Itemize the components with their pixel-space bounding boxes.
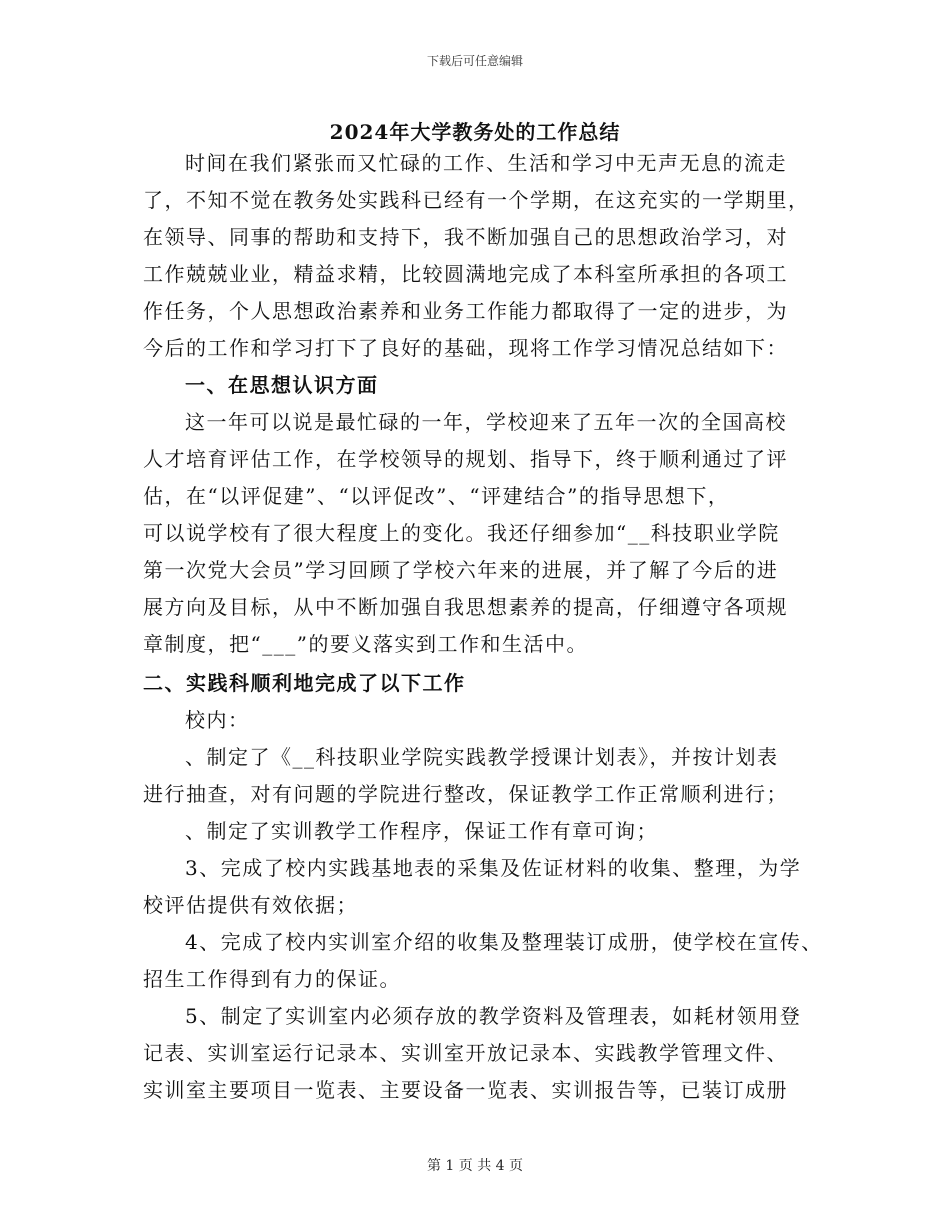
paragraph-line: 估，在“以评促建”、“以评促改”、“评建结合”的指导思想下， (143, 484, 730, 508)
paragraph-line: 招生工作得到有力的保证。 (143, 967, 401, 991)
paragraph-line: 作任务，个人思想政治素养和业务工作能力都取得了一定的进步，为 (143, 299, 788, 323)
paragraph-line: 第一次党大会员”学习回顾了学校六年来的进展，并了解了今后的进 (143, 558, 779, 582)
paragraph-line: 章制度，把“___”的要义落实到工作和生活中。 (143, 632, 588, 656)
paragraph-line: 在领导、同事的帮助和支持下，我不断加强自己的思想政治学习，对 (143, 225, 788, 249)
paragraph-line: 校评估提供有效依据； (143, 893, 358, 917)
paragraph-line: 、制定了实训教学工作程序，保证工作有章可询； (185, 819, 658, 843)
document-title: 2024年大学教务处的工作总结 (329, 120, 621, 144)
paragraph-line: 展方向及目标，从中不断加强自我思想素养的提高，仔细遵守各项规 (143, 595, 788, 619)
paragraph-line: 了，不知不觉在教务处实践科已经有一个学期，在这充实的一学期里， (143, 188, 810, 212)
paragraph-line: 人才培育评估工作，在学校领导的规划、指导下，终于顺利通过了评 (143, 447, 788, 471)
paragraph-line: 4、完成了校内实训室介绍的收集及整理装订成册，使学校在宣传、 (185, 930, 823, 954)
paragraph-line: 5、制定了实训室内必须存放的教学资料及管理表，如耗材领用登 (185, 1004, 802, 1028)
section-heading: 一、在思想认识方面 (185, 373, 379, 397)
paragraph-line: 进行抽查，对有问题的学院进行整改，保证教学工作正常顺利进行； (143, 782, 788, 806)
paragraph-line: 3、完成了校内实践基地表的采集及佐证材料的收集、整理，为学 (185, 856, 802, 880)
paragraph-line: 校内： (185, 708, 250, 732)
paragraph-line: 时间在我们紧张而又忙碌的工作、生活和学习中无声无息的流走 (185, 151, 787, 175)
paragraph-line: 今后的工作和学习打下了良好的基础，现将工作学习情况总结如下： (143, 336, 788, 360)
page-header: 下载后可任意编辑 (426, 54, 523, 68)
section-heading: 二、实践科顺利地完成了以下工作 (143, 671, 466, 695)
page-number: 第 1 页 共 4 页 (426, 1158, 524, 1174)
paragraph-line: 工作兢兢业业，精益求精，比较圆满地完成了本科室所承担的各项工 (143, 262, 788, 286)
paragraph-line: 记表、实训室运行记录本、实训室开放记录本、实践教学管理文件、 (143, 1041, 788, 1065)
paragraph-line: 这一年可以说是最忙碌的一年，学校迎来了五年一次的全国高校 (185, 410, 787, 434)
paragraph-line: 实训室主要项目一览表、主要设备一览表、实训报告等，已装订成册 (143, 1078, 788, 1102)
paragraph-line: 可以说学校有了很大程度上的变化。我还仔细参加“__科技职业学院 (143, 521, 780, 545)
paragraph-line: 、制定了《__科技职业学院实践教学授课计划表》，并按计划表 (185, 745, 779, 769)
